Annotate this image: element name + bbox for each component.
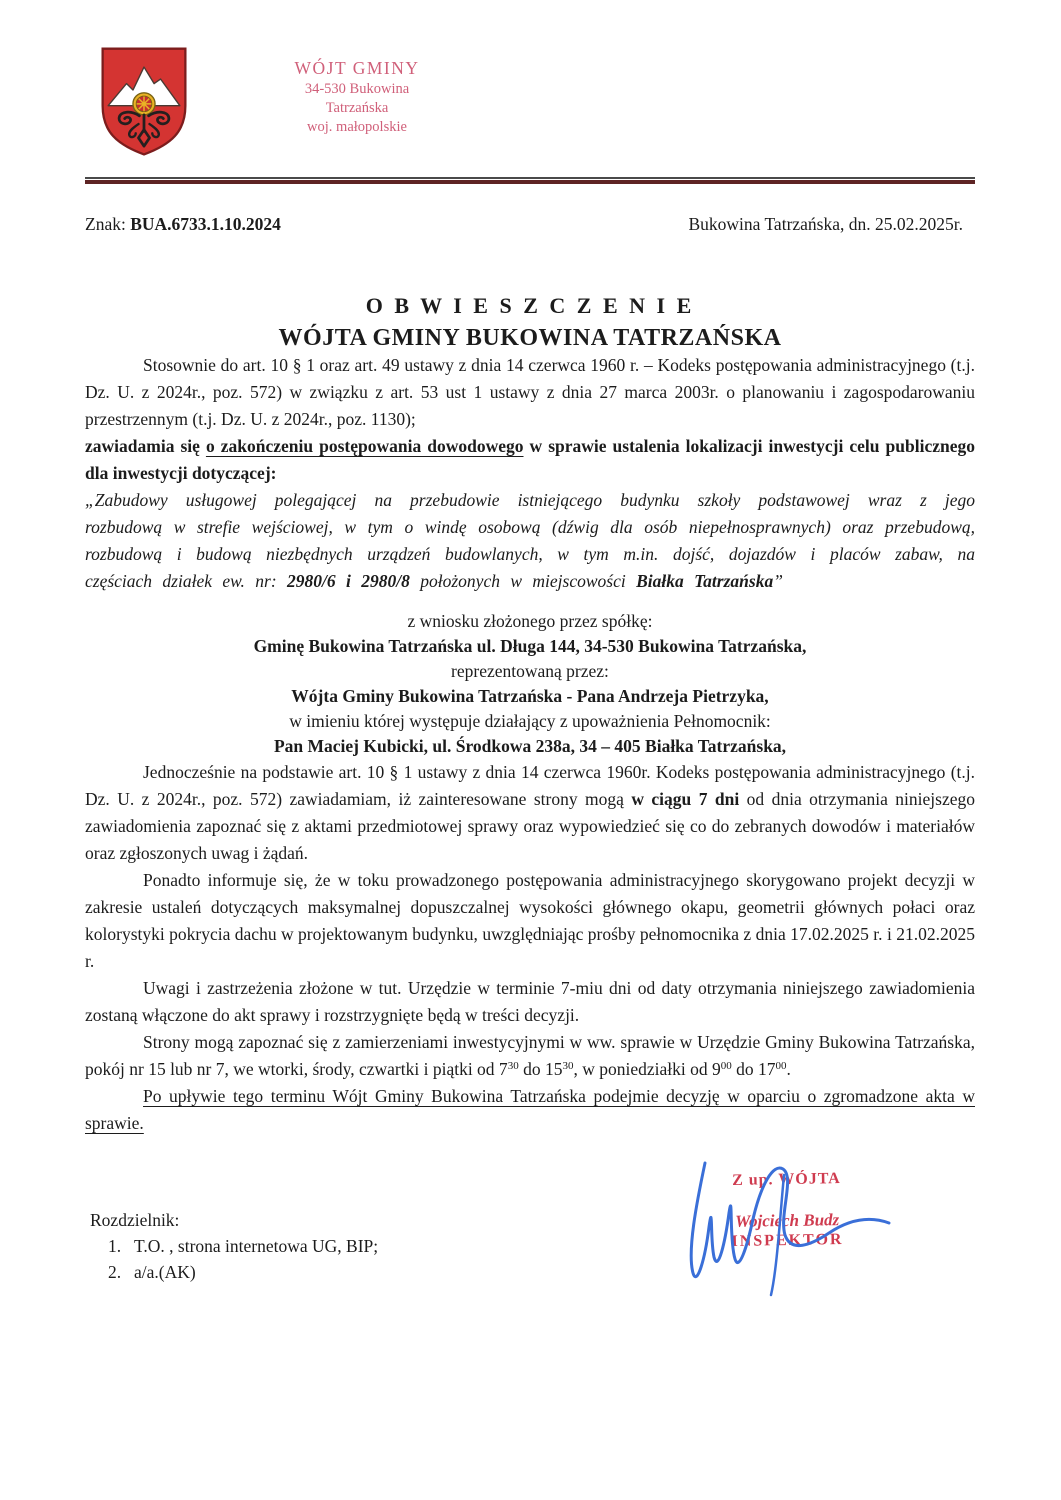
paragraph-office-hours <box>85 1029 975 1083</box>
paragraph-investment-description <box>85 487 975 595</box>
stamp-signer-title: INSPEKTOR <box>731 1231 844 1250</box>
stamp-signer-name: Wojciech Budz <box>734 1210 840 1231</box>
investment-text-cont: położonych w miejscowości <box>409 571 637 591</box>
header-divider <box>85 177 975 184</box>
item-number: 1. <box>108 1236 122 1256</box>
ref-number: BUA.6733.1.10.2024 <box>130 214 281 234</box>
closing-quote: ” <box>773 571 783 591</box>
distribution-list <box>90 1207 378 1285</box>
document-title <box>85 293 975 352</box>
letterhead-office: WÓJT GMINY <box>294 58 420 78</box>
plot-numbers: 2980/6 i 2980/8 <box>287 571 410 591</box>
meta-row <box>85 214 975 235</box>
applicant-block <box>85 609 975 759</box>
title-line2: WÓJTA GMINY BUKOWINA TATRZAŃSKA <box>278 325 782 351</box>
office-hours-text: , w poniedziałki od 9 <box>573 1059 721 1079</box>
distribution-item <box>90 1259 378 1285</box>
investment-text: „Zabudowy usługowej polegającej na przebudowie istniejącego budynku szkoły podstawowej wraz z jego rozbudową w strefie wejściowej, w tym o windę osobową (dźwig dla osób niepełnosprawnych) oraz przebudową, rozbudową i budową niezbędnych urządzeń budowlanych, w tym m.in. dojść, dojazdów i placów zabaw, na częściach działek ew. nr: <box>85 490 975 591</box>
notice-underlined: o zakończeniu postępowania dowodowego <box>205 436 524 456</box>
letterhead <box>85 45 975 163</box>
title-line1: O B W I E S Z C Z E N I E <box>365 293 695 318</box>
hours-sup: 00 <box>775 1060 787 1072</box>
closing-section <box>85 1145 975 1395</box>
office-hours-text: do 17 <box>731 1059 776 1079</box>
hours-sup: 30 <box>507 1060 519 1072</box>
applicant-intro: z wniosku złożonego przez spółkę: <box>407 611 653 631</box>
deadline-text-cont: od dnia otrzymania niniejszego zawiadomienia zapoznać się z aktami przedmiotowej sprawy oraz wypowiedzieć się co do zebranych dowodów i materiałów oraz zgłoszonych uwag i żądań. <box>85 789 975 863</box>
handwritten-signature-icon <box>667 1147 907 1307</box>
office-hours-text: . <box>786 1059 791 1079</box>
paragraph-final-decision <box>85 1083 975 1137</box>
applicant-proxy-intro: w imieniu której występuje działający z upoważnienia Pełnomocnik: <box>289 711 771 731</box>
applicant-represented: reprezentowaną przez: <box>451 661 609 681</box>
hours-sup: 30 <box>562 1060 574 1072</box>
stamp-authorization: Z up. WÓJTA <box>731 1170 841 1189</box>
item-text: T.O. , strona internetowa UG, BIP; <box>134 1236 379 1256</box>
applicant-proxy: Pan Maciej Kubicki, ul. Środkowa 238a, 34 – 405 Białka Tatrzańska, <box>273 736 787 756</box>
letterhead-voivodeship: woj. małopolskie <box>307 119 407 136</box>
place-date: Bukowina Tatrzańska, dn. 25.02.2025r. <box>688 214 963 234</box>
coat-of-arms-icon <box>98 45 190 159</box>
locality-name: Białka Tatrzańska <box>636 571 774 591</box>
hours-sup: 00 <box>720 1060 732 1072</box>
case-reference <box>85 214 281 235</box>
notice-text: zawiadamia się <box>85 436 206 456</box>
item-text: a/a.(AK) <box>134 1262 196 1282</box>
office-hours-text: do 15 <box>518 1059 563 1079</box>
deadline-text: Jednocześnie na podstawie art. 10 § 1 ustawy z dnia 14 czerwca 1960r. Kodeks postępowania administracyjnego (t.j. Dz. U. z 2024r., poz. 572) zawiadamiam, iż zainteresowane strony mogą <box>85 762 975 809</box>
applicant-name: Gminę Bukowina Tatrzańska ul. Długa 144, 34-530 Bukowina Tatrzańska, <box>253 636 807 656</box>
distribution-item <box>90 1233 378 1259</box>
applicant-representative: Wójta Gminy Bukowina Tatrzańska - Pana Andrzeja Pietrzyka, <box>291 686 769 706</box>
paragraph-legal-basis: Stosownie do art. 10 § 1 oraz art. 49 ustawy z dnia 14 czerwca 1960 r. – Kodeks postępowania administracyjnego (t.j. Dz. U. z 2024r., poz. 572) w związku z art. 53 ust 1 ustawy z dnia 27 marca 2003r. o planowaniu i zagospodarowaniu przestrzennym (t.j. Dz. U. z 2024r., poz. 1130); <box>85 355 975 429</box>
office-hours-text: Strony mogą zapoznać się z zamierzeniami inwestycyjnymi w ww. sprawie w Urzędzie Gminy Bukowina Tatrzańska, pokój nr 15 lub nr 7, we wtorki, środy, czwartki i piątki od 7 <box>85 1032 975 1079</box>
paragraph-corrections: Ponadto informuje się, że w toku prowadzonego postępowania administracyjnego skorygowano projekt decyzji w zakresie ustaleń dotyczących maksymalnej dopuszczalnej wysokości głównego okapu, geometrii głównych połaci oraz kolorystyki pokrycia dachu w projektowanym budynku, uwzględniając prośby pełnomocnika z dnia 17.02.2025 r. i 21.02.2025 r. <box>85 870 975 971</box>
ref-label: Znak: <box>85 214 126 234</box>
final-decision-underlined: Po upływie tego terminu Wójt Gminy Bukowina Tatrzańska podejmie decyzję w oparciu o zgromadzone akta w sprawie. <box>85 1086 975 1133</box>
deadline-days: w ciągu 7 dni <box>631 789 740 809</box>
paragraph-notice <box>85 433 975 487</box>
letterhead-stamp <box>272 57 442 137</box>
distribution-title: Rozdzielnik: <box>90 1210 180 1230</box>
letterhead-address: 34-530 Bukowina Tatrzańska <box>304 81 410 117</box>
paragraph-remarks: Uwagi i zastrzeżenia złożone w tut. Urzędzie w terminie 7-miu dni od daty otrzymania niniejszego zawiadomienia zostaną włączone do akt sprawy i rozstrzygnięte będą w treści decyzji. <box>85 978 975 1025</box>
signature-area <box>667 1147 907 1317</box>
item-number: 2. <box>108 1262 122 1282</box>
notice-text-cont: w sprawie ustalenia lokalizacji inwestycji celu publicznego dla inwestycji dotyczącej: <box>85 436 975 483</box>
paragraph-deadline <box>85 759 975 867</box>
